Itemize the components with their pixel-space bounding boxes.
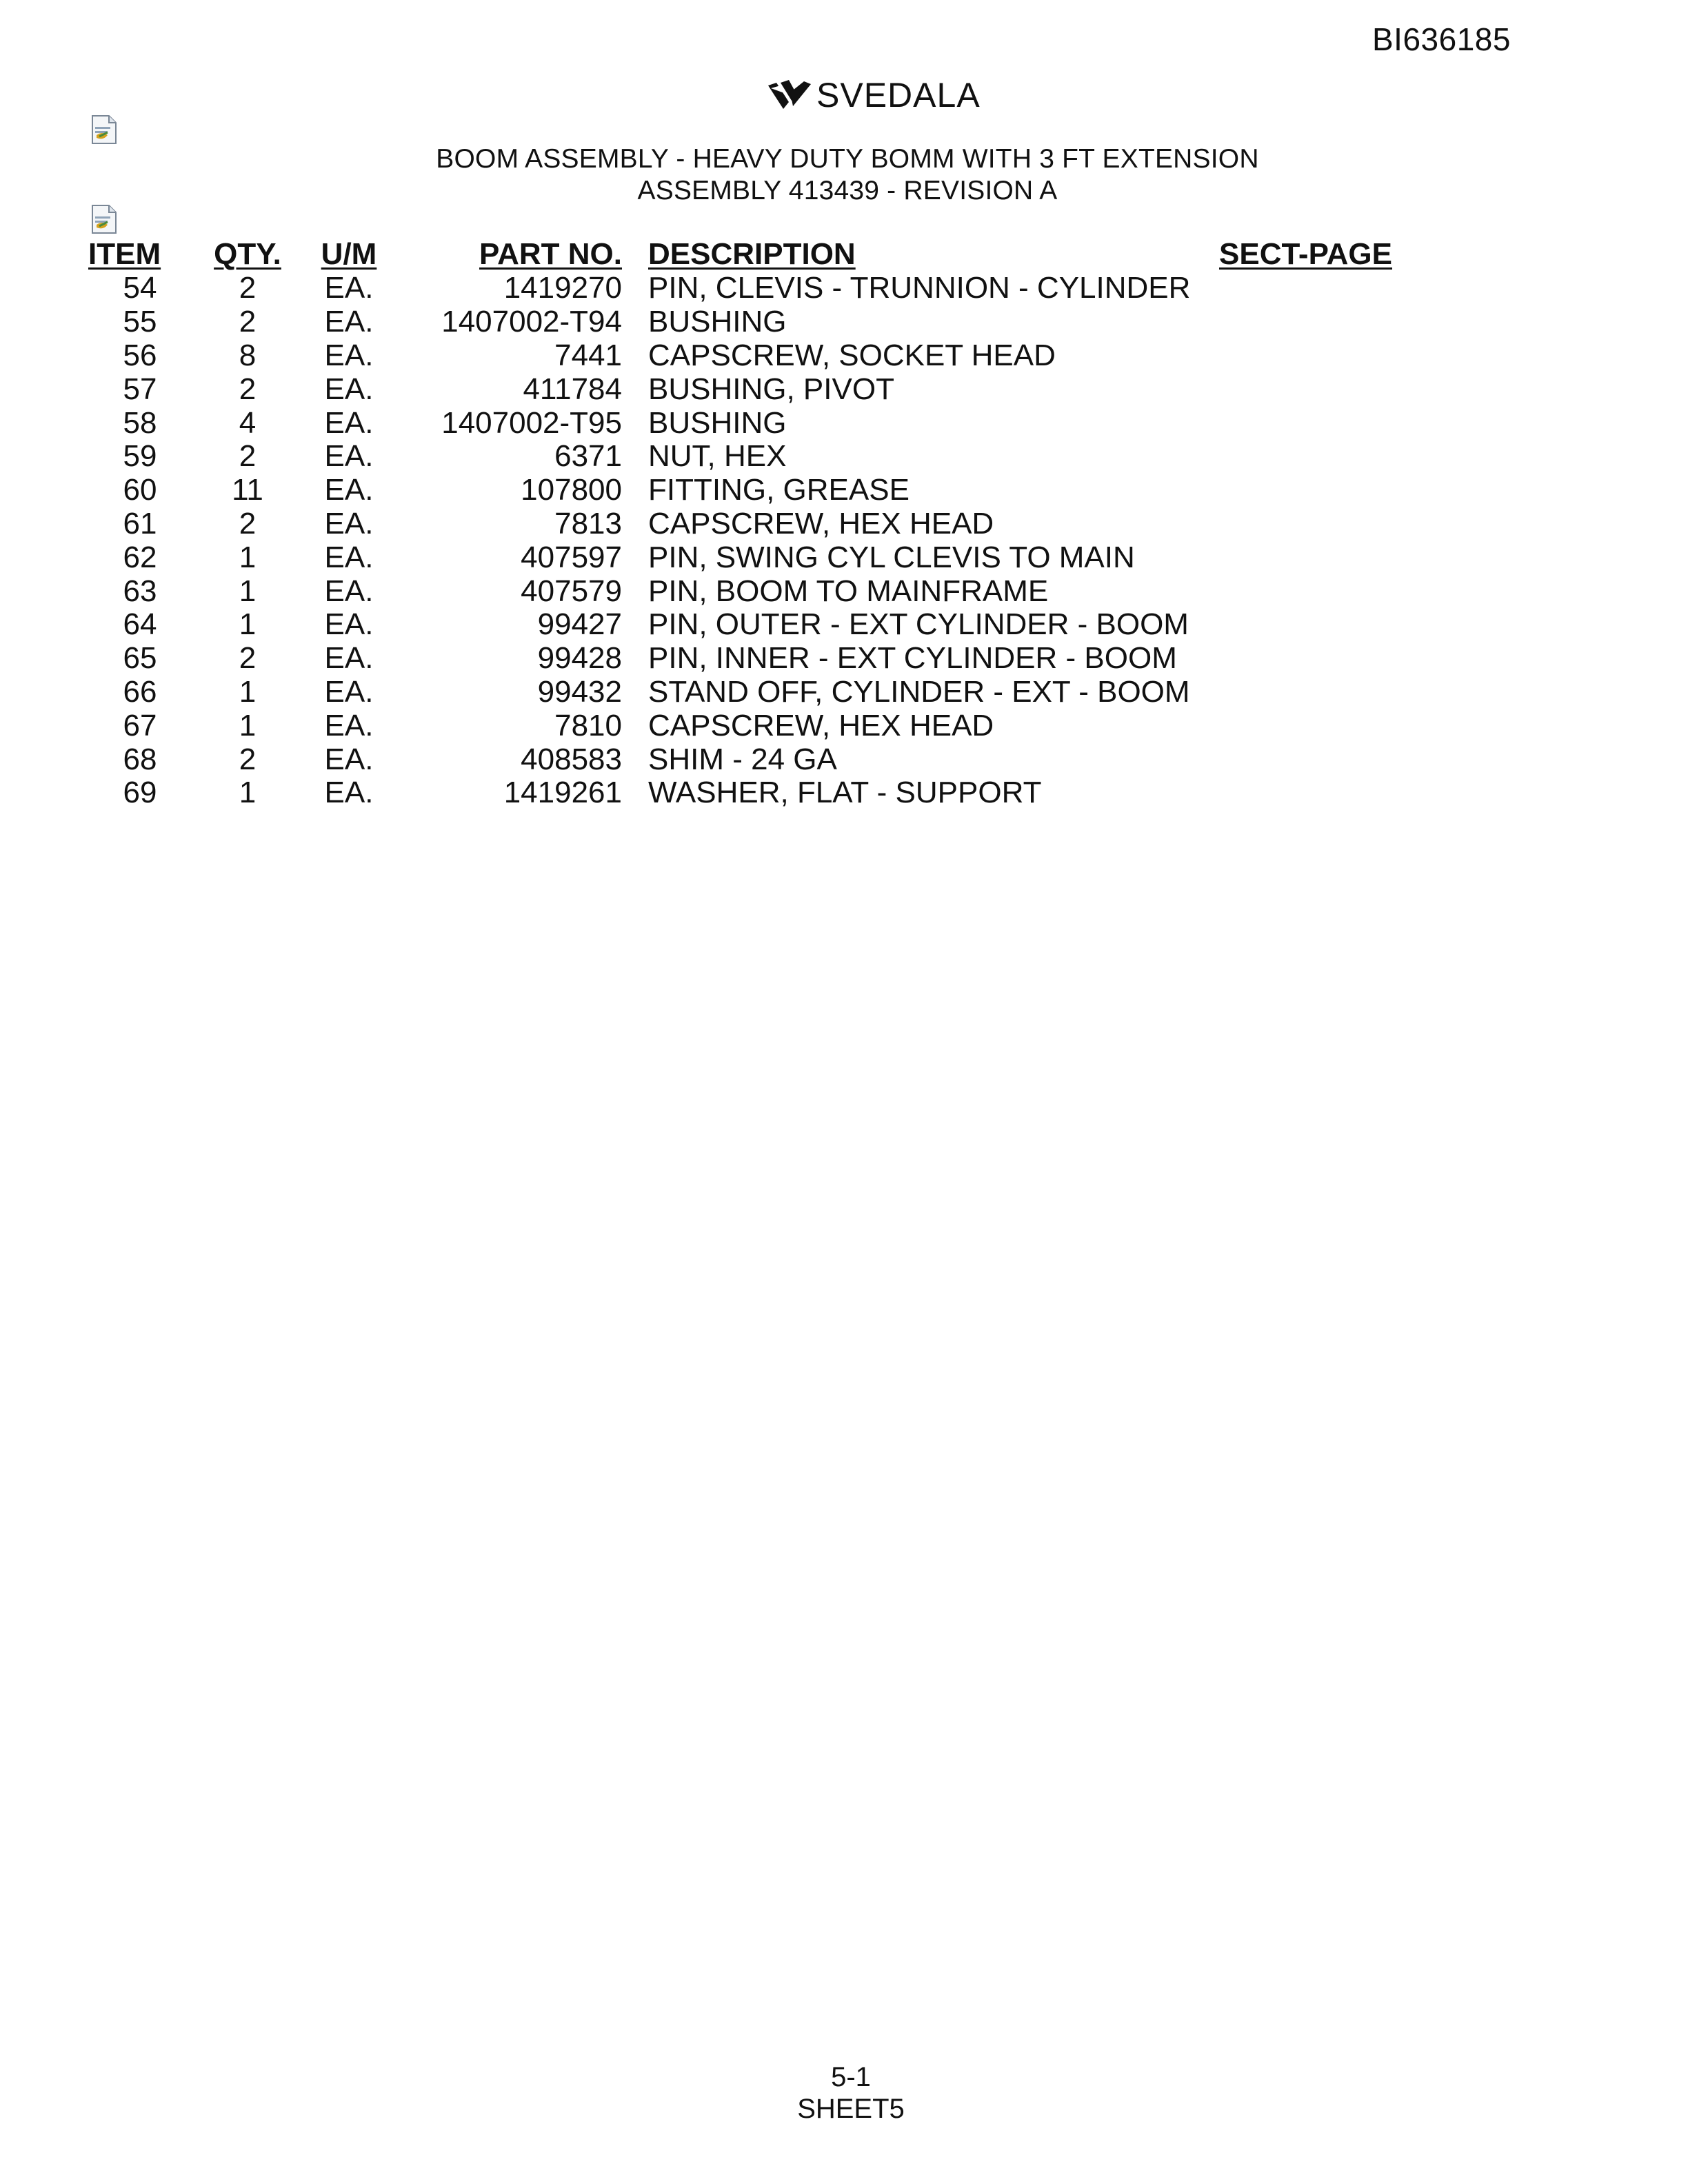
cell-item: 65	[123, 641, 157, 676]
cell-sect-page	[1219, 574, 1426, 608]
cell-um: EA.	[324, 708, 374, 742]
cell-part-no: 99432	[537, 674, 622, 709]
table-row	[88, 642, 1426, 676]
cell-qty: 2	[239, 305, 257, 339]
file-icon[interactable]	[90, 204, 119, 234]
cell-part-no: 411784	[523, 372, 622, 406]
cell-description: WASHER, FLAT - SUPPORT	[648, 776, 1042, 810]
cell-description: BUSHING, PIVOT	[648, 372, 894, 406]
table-row	[88, 440, 1426, 474]
cell-um: EA.	[324, 742, 374, 776]
cell-description: SHIM - 24 GA	[648, 742, 837, 776]
svedala-heart-logo-icon	[765, 79, 814, 112]
cell-part-no: 1419270	[503, 271, 622, 305]
cell-qty: 2	[239, 439, 257, 474]
table-row	[88, 339, 1426, 373]
cell-description: PIN, CLEVIS - TRUNNION - CYLINDER	[648, 271, 1191, 305]
table-row	[88, 406, 1426, 440]
header-description: DESCRIPTION	[648, 237, 856, 271]
cell-um: EA.	[324, 674, 374, 709]
cell-qty: 8	[239, 338, 257, 372]
cell-qty: 1	[239, 708, 257, 742]
cell-description: PIN, OUTER - EXT CYLINDER - BOOM	[648, 607, 1189, 642]
header-item: ITEM	[88, 237, 161, 271]
cell-item: 59	[123, 439, 157, 474]
header-part-no: PART NO.	[479, 237, 622, 271]
cell-description: BUSHING	[648, 405, 787, 440]
logo-wordmark: SVEDALA	[816, 76, 981, 114]
table-row	[88, 372, 1426, 406]
cell-part-no: 408583	[521, 742, 622, 776]
table-row	[88, 742, 1426, 776]
parts-list-table	[88, 232, 1426, 810]
cell-item: 54	[123, 271, 157, 305]
cell-um: EA.	[324, 473, 374, 507]
cell-sect-page	[1219, 642, 1426, 676]
table-row	[88, 540, 1426, 574]
cell-sect-page	[1219, 608, 1426, 642]
page-footer	[0, 2061, 1688, 2125]
cell-qty: 1	[239, 574, 257, 608]
cell-um: EA.	[324, 305, 374, 339]
cell-qty: 4	[239, 405, 257, 440]
cell-item: 64	[123, 607, 157, 642]
cell-item: 57	[123, 372, 157, 406]
cell-item: 56	[123, 338, 157, 372]
cell-description: CAPSCREW, HEX HEAD	[648, 708, 994, 742]
cell-item: 62	[123, 540, 157, 574]
cell-sect-page	[1219, 372, 1426, 406]
cell-um: EA.	[324, 405, 374, 440]
table-row	[88, 709, 1426, 742]
cell-description: NUT, HEX	[648, 439, 787, 474]
cell-qty: 2	[239, 271, 257, 305]
cell-sect-page	[1219, 440, 1426, 474]
cell-qty: 1	[239, 607, 257, 642]
cell-um: EA.	[324, 338, 374, 372]
cell-part-no: 99428	[537, 641, 622, 676]
cell-item: 61	[123, 506, 157, 540]
cell-description: STAND OFF, CYLINDER - EXT - BOOM	[648, 674, 1190, 709]
cell-description: FITTING, GREASE	[648, 473, 910, 507]
cell-part-no: 1407002-T94	[441, 305, 622, 339]
cell-sect-page	[1219, 272, 1426, 305]
cell-um: EA.	[324, 574, 374, 608]
cell-um: EA.	[324, 540, 374, 574]
cell-item: 60	[123, 473, 157, 507]
cell-sect-page	[1219, 776, 1426, 810]
cell-qty: 11	[232, 473, 263, 507]
cell-qty: 2	[239, 372, 257, 406]
cell-sect-page	[1219, 406, 1426, 440]
cell-sect-page	[1219, 474, 1426, 507]
cell-description: PIN, BOOM TO MAINFRAME	[648, 574, 1049, 608]
cell-part-no: 99427	[537, 607, 622, 642]
cell-part-no: 1419261	[503, 776, 622, 810]
file-icon[interactable]	[90, 114, 119, 145]
cell-part-no: 107800	[521, 473, 622, 507]
cell-um: EA.	[324, 776, 374, 810]
cell-part-no: 407579	[521, 574, 622, 608]
cell-part-no: 1407002-T95	[441, 405, 622, 440]
cell-qty: 2	[239, 641, 257, 676]
table-row	[88, 608, 1426, 642]
cell-qty: 1	[239, 540, 257, 574]
assembly-title	[0, 143, 1688, 207]
cell-part-no: 407597	[521, 540, 622, 574]
cell-sect-page	[1219, 507, 1426, 541]
page-number: 5-1	[831, 2062, 871, 2092]
cell-um: EA.	[324, 641, 374, 676]
cell-um: EA.	[324, 372, 374, 406]
cell-item: 63	[123, 574, 157, 608]
table-row	[88, 776, 1426, 810]
cell-item: 69	[123, 776, 157, 810]
cell-description: PIN, SWING CYL CLEVIS TO MAIN	[648, 540, 1135, 574]
assembly-title-line-1: BOOM ASSEMBLY - HEAVY DUTY BOMM WITH 3 FT EXTENSION	[436, 144, 1259, 174]
cell-sect-page	[1219, 709, 1426, 742]
cell-item: 67	[123, 708, 157, 742]
header-um: U/M	[321, 237, 377, 271]
cell-description: CAPSCREW, HEX HEAD	[648, 506, 994, 540]
cell-qty: 1	[239, 776, 257, 810]
cell-sect-page	[1219, 540, 1426, 574]
cell-um: EA.	[324, 607, 374, 642]
cell-sect-page	[1219, 339, 1426, 373]
cell-description: PIN, INNER - EXT CYLINDER - BOOM	[648, 641, 1177, 676]
cell-qty: 2	[239, 506, 257, 540]
cell-sect-page	[1219, 305, 1426, 339]
cell-description: BUSHING	[648, 305, 787, 339]
cell-um: EA.	[324, 271, 374, 305]
table-row	[88, 305, 1426, 339]
cell-item: 68	[123, 742, 157, 776]
cell-item: 66	[123, 674, 157, 709]
table-row	[88, 507, 1426, 541]
table-row	[88, 474, 1426, 507]
company-logo	[765, 74, 981, 116]
cell-part-no: 6371	[554, 439, 622, 474]
sheet-label: SHEET5	[797, 2094, 905, 2124]
cell-sect-page	[1219, 742, 1426, 776]
assembly-title-line-2: ASSEMBLY 413439 - REVISION A	[637, 176, 1058, 205]
table-row	[88, 574, 1426, 608]
table-row	[88, 272, 1426, 305]
cell-sect-page	[1219, 676, 1426, 709]
table-header-row	[88, 232, 1426, 272]
cell-um: EA.	[324, 439, 374, 474]
cell-qty: 1	[239, 674, 257, 709]
cell-um: EA.	[324, 506, 374, 540]
cell-item: 55	[123, 305, 157, 339]
document-id: BI636185	[1372, 21, 1511, 57]
header-qty: QTY.	[214, 237, 281, 271]
table-row	[88, 676, 1426, 709]
cell-qty: 2	[239, 742, 257, 776]
parts-list-body	[88, 272, 1426, 810]
header-sect-page: SECT-PAGE	[1219, 237, 1393, 271]
cell-part-no: 7441	[554, 338, 622, 372]
cell-description: CAPSCREW, SOCKET HEAD	[648, 338, 1056, 372]
cell-item: 58	[123, 405, 157, 440]
cell-part-no: 7810	[554, 708, 622, 742]
cell-part-no: 7813	[554, 506, 622, 540]
